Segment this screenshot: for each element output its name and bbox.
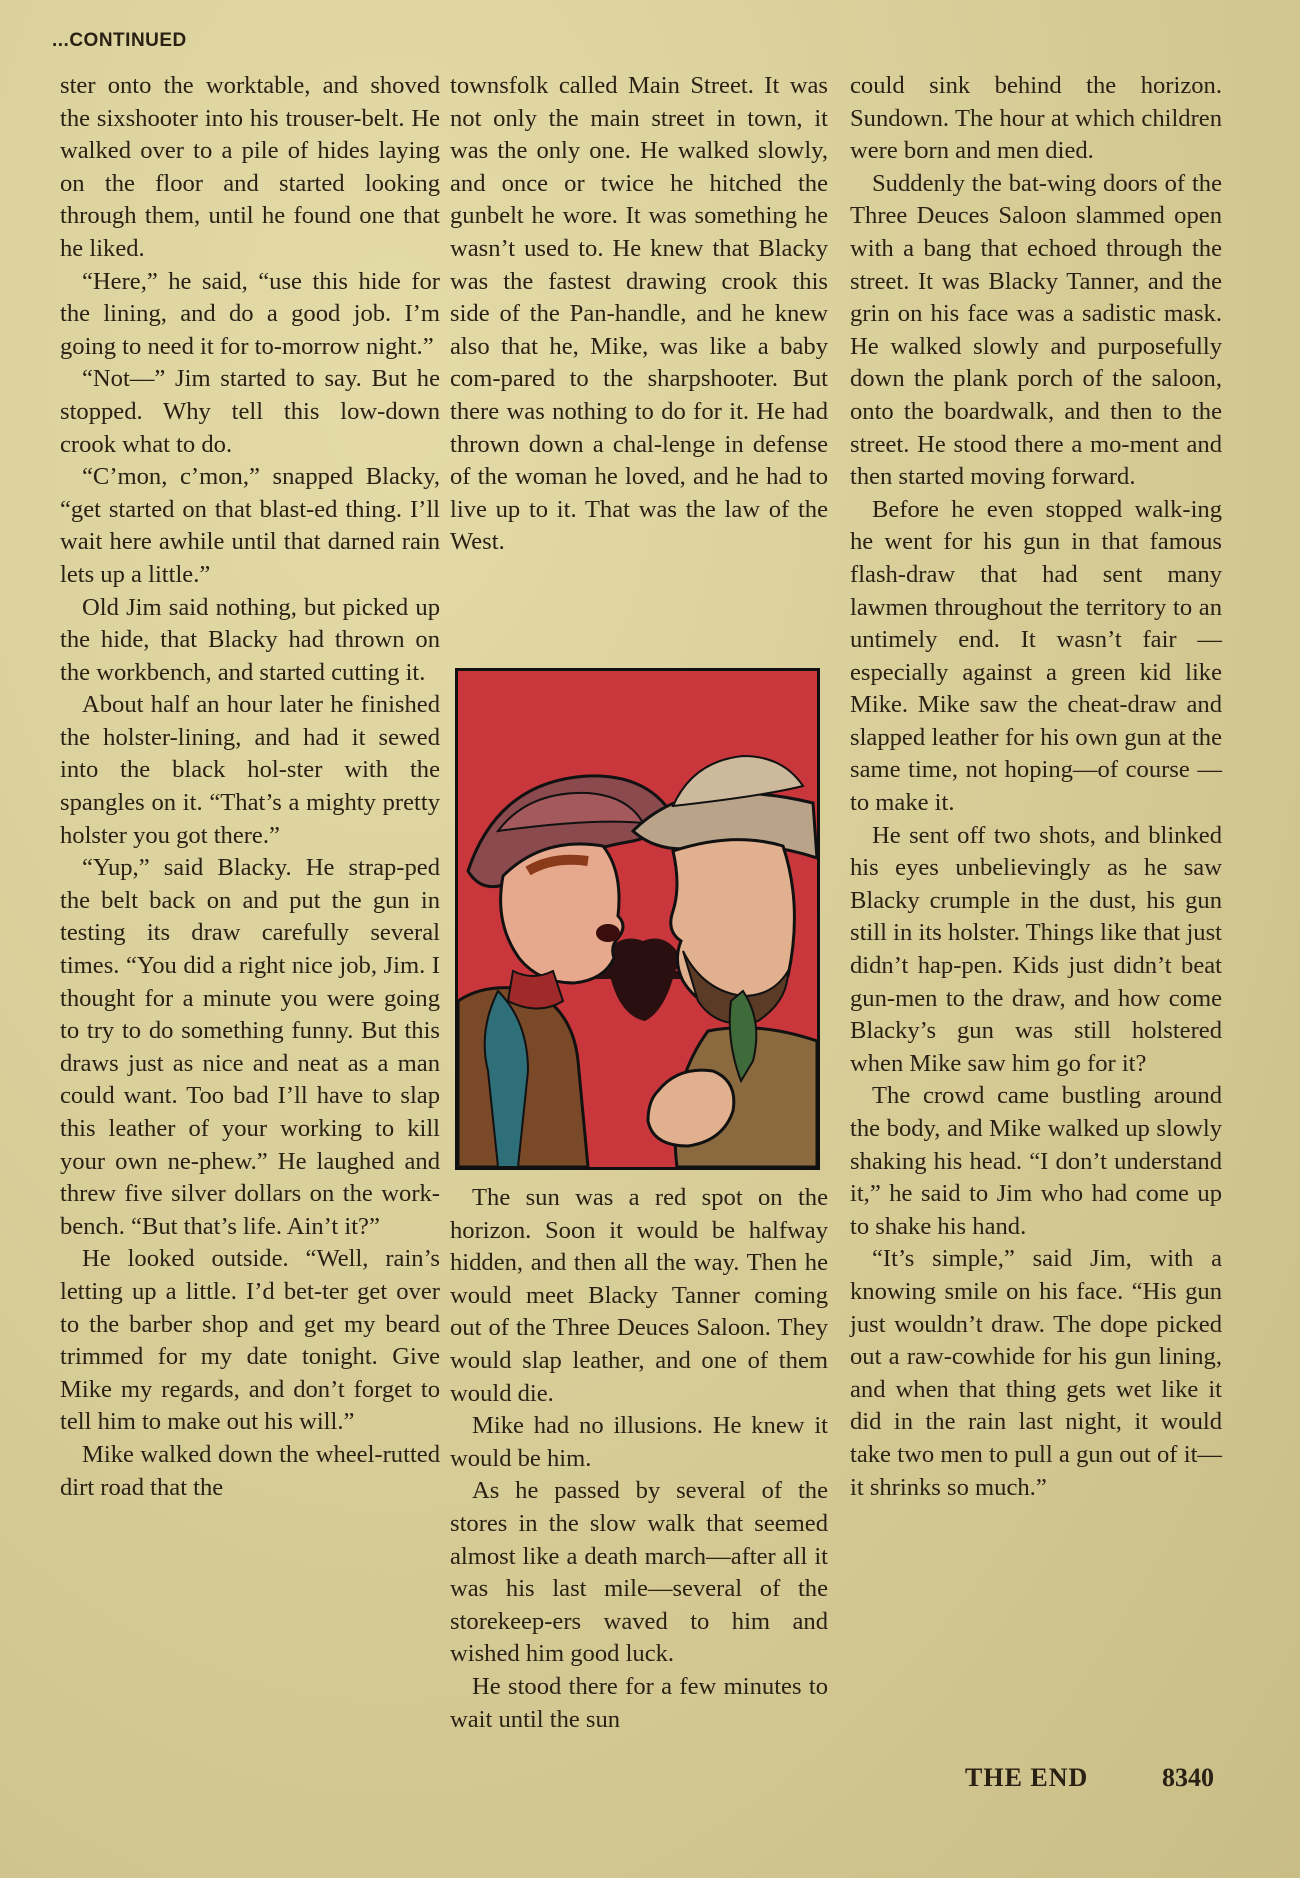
paragraph: Mike walked down the wheel-rutted dirt road that the xyxy=(60,1440,440,1501)
paragraph: “Here,” he said, “use this hide for the lining, and do a good job. I’m going to need it for to-morrow night.” xyxy=(60,267,440,360)
paragraph: About half an hour later he finished the holster-lining, and had it sewed into the black hol-ster with the spangles on it. “That’s a mighty pretty holster you got there.” xyxy=(60,691,440,849)
column-middle-bottom xyxy=(450,1182,828,1736)
comic-panel-illustration xyxy=(455,668,820,1170)
paragraph: As he passed by several of the stores in the slow walk that seemed almost like a death march—after all it was his last mile—several of the storekeep-ers waved to him and wished him good luck. xyxy=(450,1477,828,1668)
paragraph: Before he even stopped walk-ing he went for his gun in that famous flash-draw that had sent many lawmen throughout the territory to an untimely end. It wasn’t fair — especially against a green kid like Mike. Mike saw the cheat-draw and slapped leather for his own gun at the same time, not hoping—of course —to make it. xyxy=(850,495,1222,817)
paragraph: Suddenly the bat-wing doors of the Three Deuces Saloon slammed open with a bang that echoed through the street. It was Blacky Tanner, and the grin on his face was a sadistic mask. He walked slowly and purposefully down the plank porch of the saloon, onto the boardwalk, and then to the street. He stood there a mo-ment and then started moving forward. xyxy=(850,169,1222,491)
paragraph: could sink behind the horizon. Sundown. The hour at which children were born and men died. xyxy=(850,72,1222,165)
paragraph: “Yup,” said Blacky. He strap-ped the belt back on and put the gun in testing its draw carefully several times. “You did a right nice job, Jim. I thought for a minute you were going to try to do something funny. But this draws just as nice and neat as a man could want. Too bad I’ll have to slap this leather of your working to kill your own ne-phew.” He laughed and threw five silver dollars on the work-bench. “But that’s life. Ain’t it?” xyxy=(60,854,440,1240)
paragraph: He sent off two shots, and blinked his eyes unbelievingly as he saw Blacky crumple in the dust, his gun still in its holster. Things like that just didn’t hap-pen. Kids just didn’t beat gun-men to the draw, and how come Blacky’s gun was still holstered when Mike saw him go for it? xyxy=(850,821,1222,1077)
paragraph: ster onto the worktable, and shoved the sixshooter into his trouser-belt. He walked over to a pile of hides laying on the floor and started looking through them, until he found one that he liked. xyxy=(60,72,440,262)
paragraph: Old Jim said nothing, but picked up the hide, that Blacky had thrown on the workbench, and started cutting it. xyxy=(60,593,440,686)
paragraph: townsfolk called Main Street. It was not only the main street in town, it was the only one. He walked slowly, and once or twice he hitched the gunbelt he wore. It was something he wasn’t used to. He knew that Blacky was the fastest drawing crook this side of the Pan-handle, and he knew also that he, Mike, was like a baby com-pared to the sharpshooter. But there was nothing to do for it. He had thrown down a chal-lenge in defense of the woman he loved, and he had to live up to it. That was the law of the West. xyxy=(450,72,828,556)
column-left xyxy=(60,70,440,1504)
cowboy-confrontation-illustration xyxy=(458,671,817,1167)
paragraph: Mike had no illusions. He knew it would be him. xyxy=(450,1412,828,1472)
paragraph: “It’s simple,” said Jim, with a knowing smile on his face. “His gun just wouldn’t draw. The dope picked out a raw-cowhide for his gun lining, and when that thing gets wet like it did in the rain last night, it would take two men to pull a gun out of it—it shrinks so much.” xyxy=(850,1245,1222,1501)
column-right xyxy=(850,70,1222,1504)
column-middle-top xyxy=(450,70,828,559)
paragraph: He stood there for a few minutes to wait until the sun xyxy=(450,1672,828,1733)
paragraph: “C’mon, c’mon,” snapped Blacky, “get started on that blast-ed thing. I’ll wait here awhile until that darned rain lets up a little.” xyxy=(60,463,440,588)
page-code: 8340 xyxy=(1162,1763,1214,1792)
paragraph: The sun was a red spot on the horizon. Soon it would be halfway hidden, and then all the way. Then he would meet Blacky Tanner coming out of the Three Deuces Saloon. They would slap leather, and one of them would die. xyxy=(450,1184,828,1407)
the-end-label: THE END xyxy=(965,1763,1089,1792)
continued-header: ...CONTINUED xyxy=(52,30,187,51)
paragraph: “Not—” Jim started to say. But he stopped. Why tell this low-down crook what to do. xyxy=(60,365,440,458)
paragraph: The crowd came bustling around the body, and Mike walked up slowly shaking his head. “I don’t understand it,” he said to Jim who had come up to shake his hand. xyxy=(850,1082,1222,1240)
paragraph: He looked outside. “Well, rain’s letting up a little. I’d bet-ter get over to the barber shop and get my beard trimmed for my date tonight. Give Mike my regards, and don’t forget to tell him to make out his will.” xyxy=(60,1245,440,1436)
